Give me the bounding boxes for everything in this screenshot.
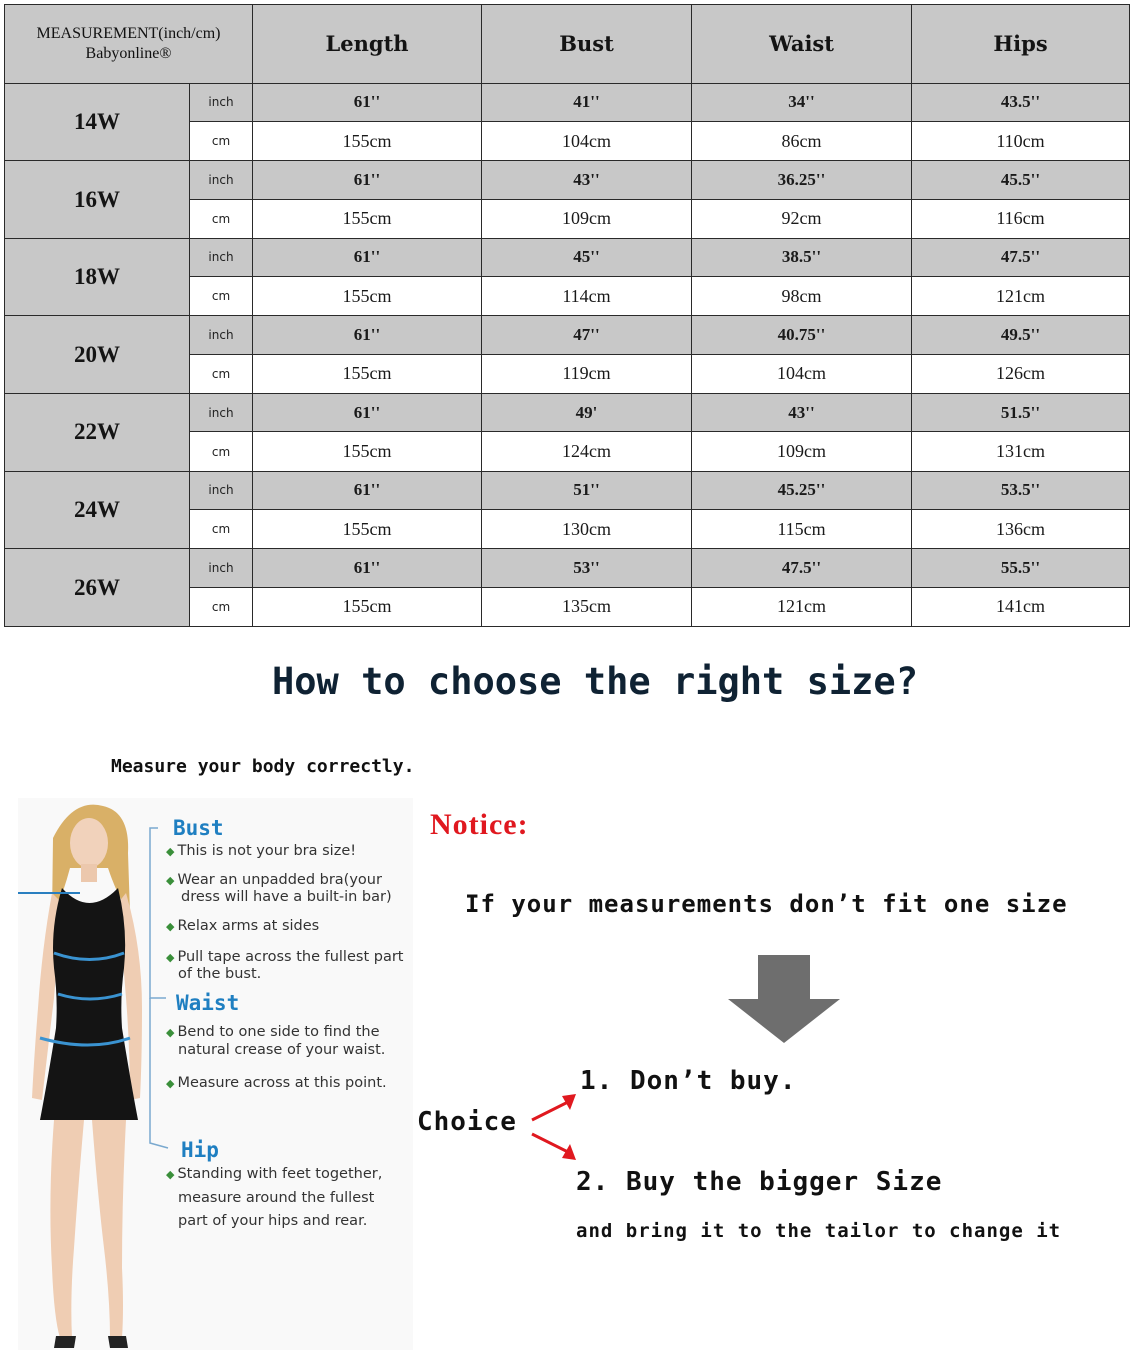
cell-hips-cm: 116cm: [912, 199, 1130, 238]
down-arrow-icon: [724, 953, 844, 1045]
cell-hips-cm: 110cm: [912, 121, 1130, 160]
cell-waist-inch: 43'': [692, 394, 912, 432]
cell-length-cm: 155cm: [253, 199, 482, 238]
column-header-waist: Waist: [692, 5, 912, 84]
cell-hips-cm: 136cm: [912, 509, 1130, 548]
hip-tip: ◆ Standing with feet together,: [166, 1166, 383, 1182]
size-label: 24W: [5, 471, 190, 549]
measure-heading: Measure your body correctly.: [111, 756, 415, 777]
cell-waist-cm: 109cm: [692, 432, 912, 471]
unit-label-inch: inch: [190, 161, 253, 199]
column-header-length: Length: [253, 5, 482, 84]
unit-label-inch: inch: [190, 471, 253, 509]
measurement-unit-label: MEASUREMENT(inch/cm): [36, 24, 221, 42]
size-label: 20W: [5, 316, 190, 394]
hip-tip-continued: part of your hips and rear.: [178, 1213, 368, 1229]
cell-bust-cm: 124cm: [482, 432, 692, 471]
cell-waist-cm: 104cm: [692, 354, 912, 393]
unit-label-cm: cm: [190, 277, 253, 316]
cell-hips-cm: 126cm: [912, 354, 1130, 393]
cell-waist-cm: 121cm: [692, 587, 912, 626]
cell-waist-inch: 45.25'': [692, 471, 912, 509]
cell-length-inch: 61'': [253, 471, 482, 509]
red-arrows-icon: [528, 1088, 584, 1166]
option-buy-bigger: 2. Buy the bigger Size: [576, 1167, 943, 1197]
cell-hips-inch: 49.5'': [912, 316, 1130, 354]
unit-label-cm: cm: [190, 587, 253, 626]
cell-length-inch: 61'': [253, 549, 482, 587]
bust-tip: ◆ Wear an unpadded bra(your: [166, 872, 382, 888]
cell-waist-inch: 47.5'': [692, 549, 912, 587]
size-label: 26W: [5, 549, 190, 627]
column-header-bust: Bust: [482, 5, 692, 84]
cell-waist-cm: 86cm: [692, 121, 912, 160]
bust-tip-continued: dress will have a built-in bar): [181, 889, 392, 905]
cell-length-cm: 155cm: [253, 121, 482, 160]
cell-length-inch: 61'': [253, 316, 482, 354]
measurement-corner-cell: [5, 5, 253, 84]
notice-title: Notice:: [430, 808, 529, 841]
cell-bust-cm: 114cm: [482, 277, 692, 316]
table-row-inch: [5, 83, 1130, 121]
cell-length-cm: 155cm: [253, 509, 482, 548]
unit-label-cm: cm: [190, 199, 253, 238]
bust-tip-continued: of the bust.: [178, 966, 262, 982]
unit-label-inch: inch: [190, 238, 253, 276]
cell-length-inch: 61'': [253, 83, 482, 121]
cell-bust-cm: 104cm: [482, 121, 692, 160]
cell-hips-cm: 121cm: [912, 277, 1130, 316]
cell-waist-inch: 40.75'': [692, 316, 912, 354]
waist-tip: ◆ Measure across at this point.: [166, 1075, 387, 1091]
bust-title: Bust: [173, 816, 224, 840]
cell-hips-cm: 141cm: [912, 587, 1130, 626]
unit-label-inch: inch: [190, 394, 253, 432]
size-label: 14W: [5, 83, 190, 161]
unit-label-cm: cm: [190, 432, 253, 471]
cell-waist-inch: 34'': [692, 83, 912, 121]
hip-title: Hip: [181, 1138, 219, 1162]
cell-length-cm: 155cm: [253, 587, 482, 626]
unit-label-cm: cm: [190, 509, 253, 548]
cell-bust-inch: 53'': [482, 549, 692, 587]
cell-bust-cm: 109cm: [482, 199, 692, 238]
unit-label-cm: cm: [190, 121, 253, 160]
waist-title: Waist: [176, 991, 240, 1015]
size-label: 18W: [5, 238, 190, 316]
table-row-inch: [5, 316, 1130, 354]
cell-waist-inch: 38.5'': [692, 238, 912, 276]
cell-length-cm: 155cm: [253, 354, 482, 393]
waist-tip-continued: natural crease of your waist.: [178, 1042, 386, 1058]
table-row-inch: [5, 471, 1130, 509]
cell-hips-inch: 43.5'': [912, 83, 1130, 121]
cell-waist-cm: 98cm: [692, 277, 912, 316]
bust-tip: ◆ Pull tape across the fullest part: [166, 949, 404, 965]
cell-bust-cm: 119cm: [482, 354, 692, 393]
option-dont-buy: 1. Don’t buy.: [580, 1066, 797, 1096]
cell-hips-cm: 131cm: [912, 432, 1130, 471]
cell-length-inch: 61'': [253, 394, 482, 432]
size-label: 16W: [5, 161, 190, 239]
cell-waist-inch: 36.25'': [692, 161, 912, 199]
unit-label-inch: inch: [190, 316, 253, 354]
table-header-row: [5, 5, 1130, 84]
size-label: 22W: [5, 394, 190, 472]
cell-bust-inch: 49': [482, 394, 692, 432]
cell-waist-cm: 115cm: [692, 509, 912, 548]
unit-label-inch: inch: [190, 549, 253, 587]
table-row-inch: [5, 549, 1130, 587]
size-chart-table: [4, 4, 1130, 627]
hip-tip-continued: measure around the fullest: [178, 1190, 375, 1206]
brand-label: Babyonline®: [85, 44, 172, 62]
table-body: [5, 83, 1130, 626]
table-row-inch: [5, 238, 1130, 276]
cell-bust-cm: 130cm: [482, 509, 692, 548]
bust-tip: ◆ Relax arms at sides: [166, 918, 320, 934]
table-row-inch: [5, 394, 1130, 432]
cell-bust-cm: 135cm: [482, 587, 692, 626]
cell-length-inch: 61'': [253, 238, 482, 276]
cell-hips-inch: 53.5'': [912, 471, 1130, 509]
cell-hips-inch: 55.5'': [912, 549, 1130, 587]
cell-length-cm: 155cm: [253, 432, 482, 471]
cell-bust-inch: 43'': [482, 161, 692, 199]
unit-label-inch: inch: [190, 83, 253, 121]
cell-bust-inch: 41'': [482, 83, 692, 121]
cell-hips-inch: 51.5'': [912, 394, 1130, 432]
table-row-inch: [5, 161, 1130, 199]
size-guide-title: How to choose the right size?: [271, 660, 918, 703]
option-buy-bigger-note: and bring it to the tailor to change it: [576, 1220, 1062, 1242]
cell-waist-cm: 92cm: [692, 199, 912, 238]
cell-hips-inch: 47.5'': [912, 238, 1130, 276]
cell-length-cm: 155cm: [253, 277, 482, 316]
cell-bust-inch: 45'': [482, 238, 692, 276]
cell-length-inch: 61'': [253, 161, 482, 199]
cell-bust-inch: 47'': [482, 316, 692, 354]
bust-tip: ◆ This is not your bra size!: [166, 843, 357, 859]
unit-label-cm: cm: [190, 354, 253, 393]
notice-text: If your measurements don’t fit one size: [465, 890, 1068, 918]
column-header-hips: Hips: [912, 5, 1130, 84]
cell-bust-inch: 51'': [482, 471, 692, 509]
choice-label: Choice: [417, 1107, 517, 1137]
cell-hips-inch: 45.5'': [912, 161, 1130, 199]
waist-tip: ◆ Bend to one side to find the: [166, 1024, 380, 1040]
